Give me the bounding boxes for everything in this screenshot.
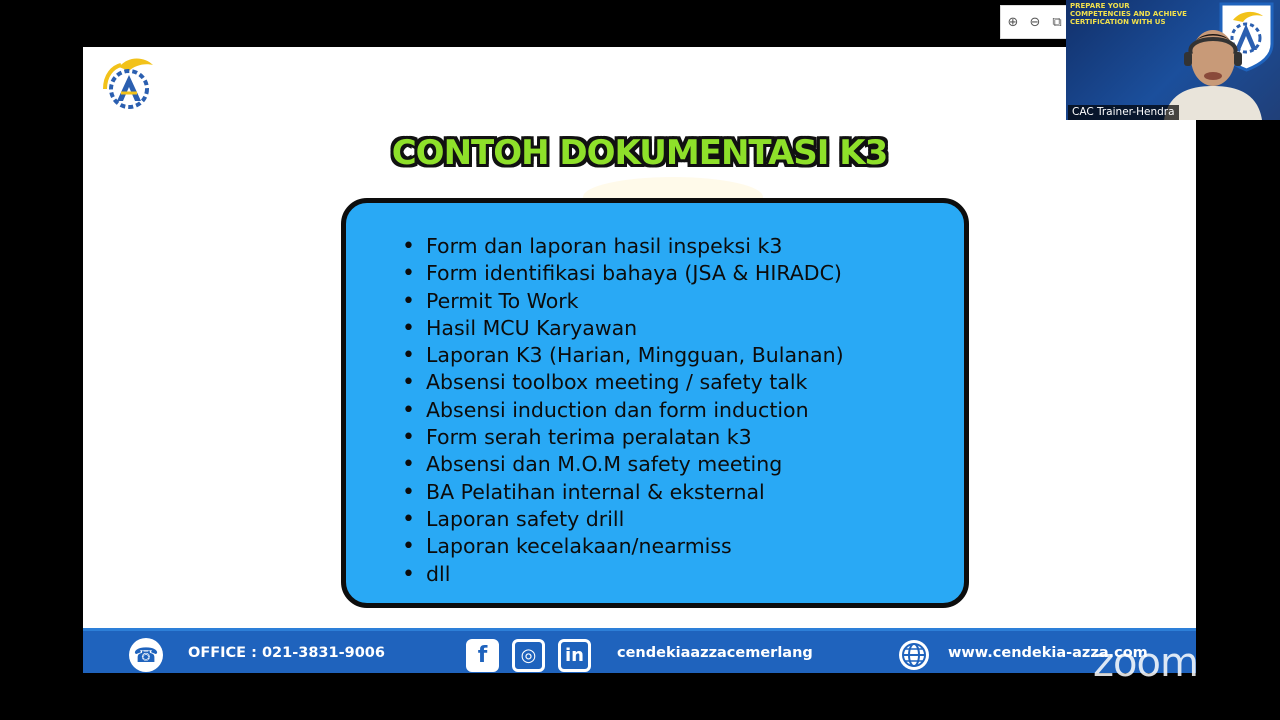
company-logo [99, 53, 161, 115]
fit-page-icon[interactable]: ⧉ [1052, 15, 1062, 30]
list-item: • dll [402, 561, 844, 588]
document-list [402, 233, 844, 588]
list-item: • BA Pelatihan internal & eksternal [402, 479, 844, 506]
instagram-icon: ◎ [512, 639, 545, 672]
slide-footer [83, 628, 1196, 673]
office-phone: OFFICE : 021-3831-9006 [188, 645, 385, 661]
list-item: • Absensi induction dan form induction [402, 397, 844, 424]
list-item: • Form dan laporan hasil inspeksi k3 [402, 233, 844, 260]
shared-slide [83, 47, 1196, 673]
list-item: • Absensi toolbox meeting / safety talk [402, 369, 844, 396]
phone-icon: ☎ [129, 638, 163, 672]
annotation-toolbar [1000, 5, 1070, 39]
list-item: • Permit To Work [402, 288, 844, 315]
list-item: • Hasil MCU Karyawan [402, 315, 844, 342]
list-item: • Absensi dan M.O.M safety meeting [402, 451, 844, 478]
participant-video-tile[interactable] [1066, 0, 1280, 120]
zoom-in-icon[interactable]: ⊕ [1007, 15, 1019, 30]
list-item: • Laporan K3 (Harian, Mingguan, Bulanan) [402, 342, 844, 369]
participant-name: CAC Trainer-Hendra [1068, 105, 1179, 120]
document-list-panel [341, 198, 969, 608]
list-item: • Laporan safety drill [402, 506, 844, 533]
slide-title: CONTOH DOKUMENTASI K3 [391, 133, 888, 173]
social-handle: cendekiaazzacemerlang [617, 645, 813, 661]
zoom-watermark: zoom [1093, 640, 1198, 686]
website-url: www.cendekia-azza.com [948, 645, 1148, 661]
list-item: • Laporan kecelakaan/nearmiss [402, 533, 844, 560]
list-item: • Form identifikasi bahaya (JSA & HIRADC) [402, 260, 844, 287]
poster-text: PREPARE YOUR COMPETENCIES AND ACHIEVE CERTIFICATION WITH US [1070, 2, 1187, 26]
list-item: • Form serah terima peralatan k3 [402, 424, 844, 451]
linkedin-icon: in [558, 639, 591, 672]
facebook-icon: f [466, 639, 499, 672]
zoom-out-icon[interactable]: ⊖ [1029, 15, 1041, 30]
globe-icon [897, 638, 931, 672]
